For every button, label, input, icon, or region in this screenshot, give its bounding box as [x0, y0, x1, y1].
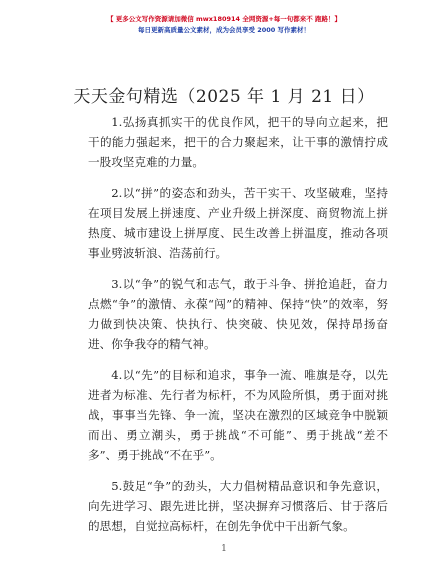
paragraph-2: 2.以“拼”的姿态和劲头，苦干实干、攻坚破难，坚持在项目发展上拼速度、产业升级上拼深度、商贸物流上拼热度、城市建设上拼厚度、民生改善上拼温度，推动各项事业劈波斩浪、浩荡前行。 [88, 186, 388, 260]
paragraph-3: 3.以“争”的锐气和志气，敢于斗争、拼抢追赶，奋力点燃“争”的激情、永葆“闯”的精神、保持“快”的效率，努力做到快决策、快执行、快突破、快见效，保持昂扬奋进、你争我夺的精气神。 [88, 277, 388, 351]
document-body [88, 112, 388, 547]
promo-banner [0, 14, 448, 36]
paragraph-5: 5.鼓足“争”的劲头，大力倡树精品意识和争先意识，向先进学习、跟先进比拼，坚决摒弃习惯落后、甘于落后的思想，自觉拉高标杆，在创先争优中干出新气象。 [88, 479, 388, 533]
banner-line-2: 每日更新高质量公文素材，成为会员享受 2000 写作素材！ [137, 26, 311, 34]
paragraph-4: 4.以“先”的目标和追求，事争一流、唯旗是夺，以先进者为标准、先行者为标杆，不为风险所惧，勇于面对挑战，事事当先锋、争一流，坚决在激烈的区域竞争中脱颖而出、勇立潮头，勇于挑战“不可能”、勇于挑战“差不多”、勇于挑战“不在乎”。 [88, 368, 388, 462]
page-number: 1 [221, 544, 227, 554]
page-title: 天天金句精选（2025 年 1 月 21 日） [73, 87, 375, 107]
banner-line-1: 【 更多公文写作资源请加微信 mwx180914 全网资源+每一句都来不 跑路！】 [106, 15, 342, 23]
paragraph-1: 1.弘扬真抓实干的优良作风，把干的导向立起来，把干的能力强起来，把干的合力聚起来，让干事的激情拧成一股攻坚克难的力量。 [88, 115, 388, 169]
